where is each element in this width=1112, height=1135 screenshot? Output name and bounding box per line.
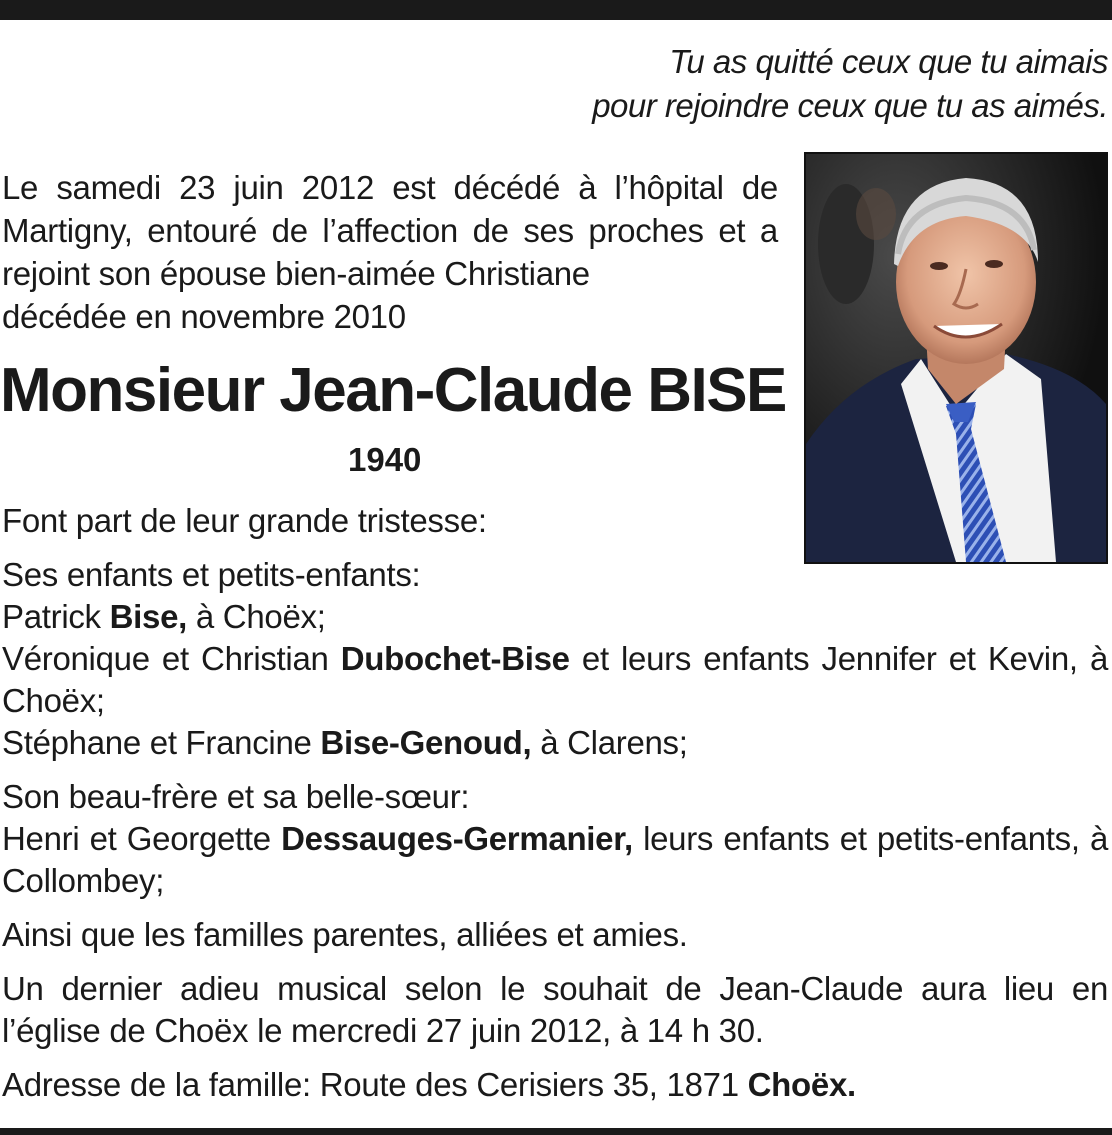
intro-last-line: décédée en novembre 2010 — [2, 298, 406, 335]
inlaws-first: Henri et Georgette — [2, 820, 271, 857]
child-2-surname: Dubochet-Bise — [340, 640, 570, 677]
announcement-lead: Font part de leur grande tristesse: — [2, 502, 487, 539]
epigraph — [408, 40, 1108, 128]
deceased-name: Monsieur Jean-Claude BISE — [0, 356, 786, 425]
inlaws-heading: Son beau-frère et sa belle-sœur: — [2, 778, 470, 815]
child-3-place: à Clarens; — [540, 724, 688, 761]
child-3-surname: Bise-Genoud, — [320, 724, 532, 761]
inlaws-rest: leurs enfants et petits-enfants, à Collombey; — [2, 820, 1109, 899]
child-1-place: à Choëx; — [195, 598, 326, 635]
child-1-surname: Bise, — [109, 598, 188, 635]
inlaws-section — [2, 776, 1108, 902]
child-1-first: Patrick — [2, 598, 101, 635]
bottom-rule — [0, 1128, 1112, 1135]
children-heading: Ses enfants et petits-enfants: — [2, 556, 421, 593]
intro-paragraph — [2, 166, 778, 338]
families-line: Ainsi que les familles parentes, alliées et amies. — [2, 916, 688, 953]
child-2-rest: et leurs enfants Jennifer et Kevin, à Choëx; — [2, 640, 1109, 719]
address-prefix: Adresse de la famille: Route des Cerisiers 35, 1871 — [2, 1066, 739, 1103]
address-city: Choëx. — [747, 1066, 856, 1103]
child-2 — [2, 638, 1108, 722]
intro-text: Le samedi 23 juin 2012 est décédé à l’hôpital de Martigny, entouré de l’affection de ses proches et a rejoint son épouse bien-aimée Christiane — [2, 169, 778, 292]
epigraph-line-2: pour rejoindre ceux que tu as aimés. — [592, 87, 1108, 124]
deceased-year: 1940 — [348, 441, 422, 478]
epigraph-line-1: Tu as quitté ceux que tu aimais — [669, 43, 1108, 80]
child-1 — [2, 596, 1108, 638]
child-3-first: Stéphane et Francine — [2, 724, 312, 761]
child-3 — [2, 722, 1108, 764]
ceremony-text: Un dernier adieu musical selon le souhait de Jean-Claude aura lieu en l’église de Choëx le mercredi 27 juin 2012, à 14 h 30. — [2, 970, 1108, 1049]
children-section — [2, 554, 1108, 764]
inlaws-surname: Dessauges-Germanier, — [281, 820, 633, 857]
child-2-first: Véronique et Christian — [2, 640, 329, 677]
address-line — [2, 1064, 1108, 1106]
inlaws-line — [2, 818, 1108, 902]
top-rule — [0, 0, 1112, 20]
announcement — [2, 500, 1108, 1118]
